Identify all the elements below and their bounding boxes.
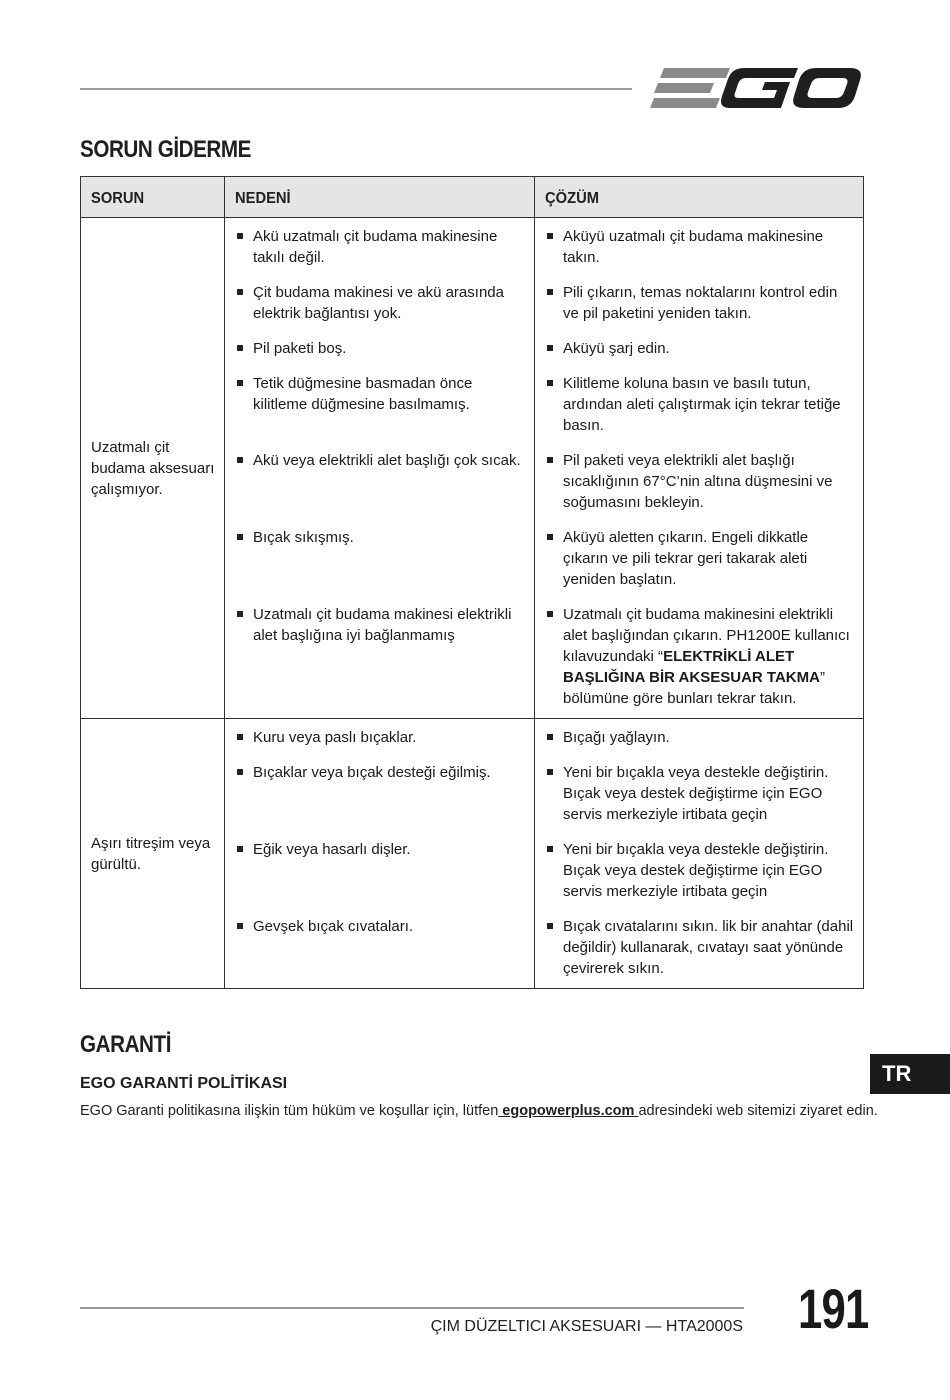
egopowerplus-link[interactable]: egopowerplus.com xyxy=(498,1103,639,1119)
header-solution: ÇÖZÜM xyxy=(535,177,864,218)
cause-item: Kuru veya paslı bıçaklar. xyxy=(235,727,528,748)
cause-item: Gevşek bıçak cıvataları. xyxy=(235,916,528,979)
square-bullet-icon xyxy=(547,923,553,929)
solution-item: Bıçak cıvatalarını sıkın. lik bir anahtar (dahil değildir) kullanarak, cıvatayı saat yönünde çevirerek sıkın. xyxy=(545,916,857,979)
cause-item: Bıçak sıkışmış. xyxy=(235,527,528,590)
warranty-title: GARANTİ xyxy=(80,1031,172,1058)
header-cause: NEDENİ xyxy=(225,177,535,218)
square-bullet-icon xyxy=(547,611,553,617)
header-rule xyxy=(80,88,632,90)
header-problem: SORUN xyxy=(81,177,225,218)
cause-item: Tetik düğmesine basmadan önce kilitleme düğmesine basılmamış. xyxy=(235,373,528,436)
troubleshooting-table xyxy=(80,176,864,989)
square-bullet-icon xyxy=(547,734,553,740)
cause-item: Uzatmalı çit budama makinesi elektrikli alet başlığına iyi bağlanmamış xyxy=(235,604,528,709)
cause-item: Akü veya elektrikli alet başlığı çok sıcak. xyxy=(235,450,528,513)
square-bullet-icon xyxy=(237,380,243,386)
square-bullet-icon xyxy=(237,734,243,740)
table-row xyxy=(81,218,864,719)
square-bullet-icon xyxy=(547,534,553,540)
solution-item: Aküyü şarj edin. xyxy=(545,338,857,359)
footer-rule xyxy=(80,1307,744,1309)
table-header-row xyxy=(81,177,864,218)
solution-item: Pili çıkarın, temas noktalarını kontrol edin ve pil paketini yeniden takın. xyxy=(545,282,857,324)
cause-cell xyxy=(225,719,535,989)
cause-item: Bıçaklar veya bıçak desteği eğilmiş. xyxy=(235,762,528,825)
warranty-policy-text xyxy=(80,1103,878,1119)
cause-item: Pil paketi boş. xyxy=(235,338,528,359)
square-bullet-icon xyxy=(547,457,553,463)
solution-text: Uzatmalı çit budama makinesini elektrikli alet başlığından çıkarın. PH1200E kullanıcı kılavuzundaki “ xyxy=(563,606,850,665)
square-bullet-icon xyxy=(237,457,243,463)
solution-item: Aküyü aletten çıkarın. Engeli dikkatle çıkarın ve pili tekrar geri takarak aleti yeniden başlatın. xyxy=(545,527,857,590)
cause-item: Çit budama makinesi ve akü arasında elektrik bağlantısı yok. xyxy=(235,282,528,324)
square-bullet-icon xyxy=(547,846,553,852)
cause-item: Akü uzatmalı çit budama makinesine takılı değil. xyxy=(235,226,528,268)
solution-item: Yeni bir bıçakla veya destekle değiştirin. Bıçak veya destek değiştirme için EGO servis merkeziyle irtibata geçin xyxy=(545,762,857,825)
square-bullet-icon xyxy=(237,534,243,540)
square-bullet-icon xyxy=(547,380,553,386)
solution-item: Bıçağı yağlayın. xyxy=(545,727,857,748)
solution-text: ” bölümüne göre bunları tekrar takın. xyxy=(563,669,825,707)
square-bullet-icon xyxy=(547,289,553,295)
solution-item: Aküyü uzatmalı çit budama makinesine takın. xyxy=(545,226,857,268)
square-bullet-icon xyxy=(237,345,243,351)
solution-item: Yeni bir bıçakla veya destekle değiştirin. Bıçak veya destek değiştirme için EGO servis merkeziyle irtibata geçin xyxy=(545,839,857,902)
footer-title: ÇIM DÜZELTICI AKSESUARI — HTA2000S xyxy=(430,1318,743,1335)
logo-o-letter xyxy=(793,68,861,108)
square-bullet-icon xyxy=(547,233,553,239)
square-bullet-icon xyxy=(237,289,243,295)
logo-g-letter xyxy=(721,68,798,108)
language-tab: TR xyxy=(870,1054,950,1094)
cause-cell xyxy=(225,218,535,719)
problem-cell: Uzatmalı çit budama aksesuarı çalışmıyor. xyxy=(81,218,225,719)
square-bullet-icon xyxy=(237,769,243,775)
problem-cell: Aşırı titreşim veya gürültü. xyxy=(81,719,225,989)
solution-section-reference: ELEKTRİKLİ ALET BAŞLIĞINA BİR AKSESUAR TAKMA xyxy=(563,648,820,686)
warranty-text-start: EGO Garanti politikasına ilişkin tüm hüküm ve koşullar için, lütfen xyxy=(80,1103,499,1119)
warranty-policy-subtitle: EGO GARANTİ POLİTİKASI xyxy=(80,1075,288,1092)
square-bullet-icon xyxy=(237,233,243,239)
solution-cell xyxy=(535,218,864,719)
square-bullet-icon xyxy=(547,345,553,351)
warranty-text-end: adresindeki web sitemizi ziyaret edin. xyxy=(638,1103,878,1119)
troubleshooting-title: SORUN GİDERME xyxy=(80,136,252,163)
square-bullet-icon xyxy=(237,923,243,929)
solution-item xyxy=(545,604,857,709)
square-bullet-icon xyxy=(547,769,553,775)
ego-logo xyxy=(650,62,862,114)
solution-cell xyxy=(535,719,864,989)
solution-item: Kilitleme koluna basın ve basılı tutun, ardından aleti çalıştırmak için tekrar tetiğe basın. xyxy=(545,373,857,436)
page-number: 191 xyxy=(798,1277,869,1340)
square-bullet-icon xyxy=(237,846,243,852)
table-row xyxy=(81,719,864,989)
solution-item: Pil paketi veya elektrikli alet başlığı sıcaklığının 67°C’nin altına düşmesini ve soğumasını bekleyin. xyxy=(545,450,857,513)
logo-e-letter xyxy=(650,68,730,108)
square-bullet-icon xyxy=(237,611,243,617)
cause-item: Eğik veya hasarlı dişler. xyxy=(235,839,528,902)
